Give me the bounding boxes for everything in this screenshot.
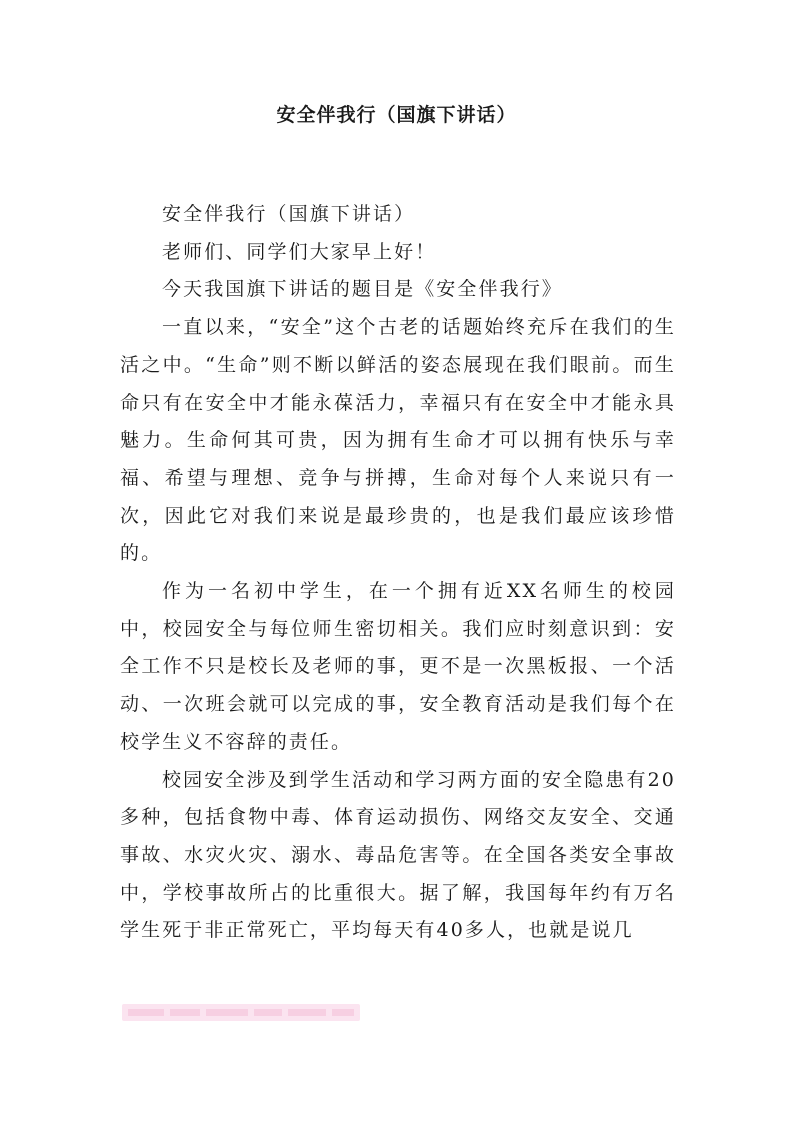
paragraph-greeting: 老师们、同学们大家早上好！ [162,240,437,263]
paragraph-topic: 今天我国旗下讲话的题目是《安全伴我行》 [162,278,563,301]
paragraph-repeat-title: 安全伴我行（国旗下讲话） [162,203,416,225]
document-title: 安全伴我行（国旗下讲话） [276,104,517,126]
paragraph-school-safety: 作为一名初中学生，在一个拥有近XX名师生的校园中，校园安全与每位师生密切相关。我们应时刻意识到：安全工作不只是校长及老师的事，更不是一次黑板报、一个活动、一次班会就可以完成的事，安全教育活动是我们每个在校学生义不容辞的责任。 [120,580,676,753]
paragraph-hazards: 校园安全涉及到学生活动和学习两方面的安全隐患有20多种，包括食物中毒、体育运动损伤、网络交友安全、交通事故、水灾火灾、溺水、毒品危害等。在全国各类安全事故中，学校事故所占的比重很大。据了解，我国每年约有万名学生死于非正常死亡，平均每天有40多人，也就是说几 [120,768,676,942]
paragraph-safety-life: 一直以来，“安全”这个古老的话题始终充斥在我们的生活之中。“生命”则不断以鲜活的姿态展现在我们眼前。而生命只有在安全中才能永葆活力，幸福只有在安全中才能永具魅力。生命何其可贵，因为拥有生命才可以拥有快乐与幸福、希望与理想、竞争与拼搏，生命对每个人来说只有一次，因此它对我们来说是最珍贵的，也是我们最应该珍惜的。 [120,316,676,565]
document-body [120,196,676,950]
blurred-footer-watermark [122,1004,360,1021]
